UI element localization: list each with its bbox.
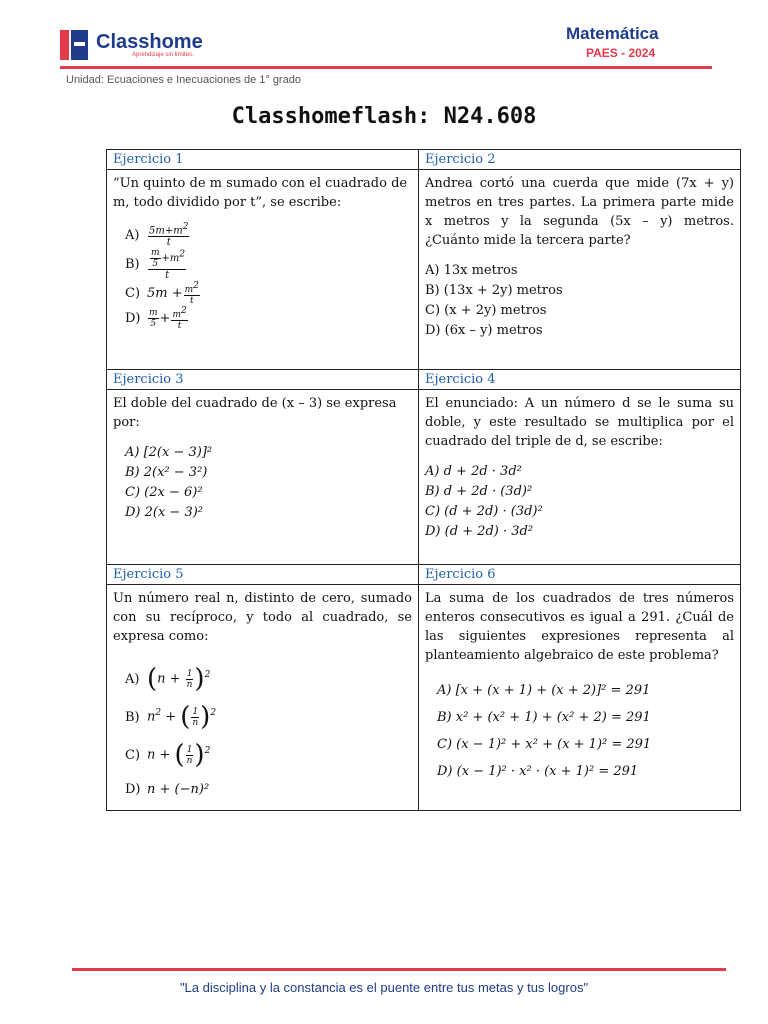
exercise-2-option-c[interactable]: C) (x + 2y) metros [425, 302, 547, 318]
exercise-4-label: Ejercicio 4 [419, 370, 741, 390]
exercise-4-option-b[interactable]: B) d + 2d · (3d)² [425, 483, 533, 499]
exercise-6-question: La suma de los cuadrados de tres números enteros consecutivos es igual a 291. ¿Cuál de las siguientes expresiones representa al planteamiento algebraico de este problema? [425, 591, 734, 663]
exercise-6-option-c[interactable]: C) (x − 1)² + x² + (x + 1)² = 291 [437, 737, 652, 752]
logo-mark-icon [60, 30, 88, 60]
exercise-3-option-b[interactable]: B) 2(x² − 3²) [125, 464, 208, 480]
page-title: Classhomeflash: N24.608 [231, 104, 537, 129]
footer-divider [72, 968, 726, 971]
exercise-1-question: “Un quinto de m sumado con el cuadrado de m, todo dividido por t”, se escribe: [113, 176, 408, 210]
exercise-1-option-c[interactable]: C) 5m + $\frac{m^2}{t}$ [125, 281, 199, 307]
exercise-3 [107, 390, 419, 565]
exercise-3-option-a[interactable]: A) [2(x − 3)]² [125, 444, 213, 460]
exercise-4-question: El enunciado: A un número d se le suma su doble, y este resultado se multiplica por el cuadrado del triple de d, se escribe: [425, 396, 734, 449]
classhome-logo [60, 30, 203, 60]
exercise-5-label: Ejercicio 5 [107, 565, 419, 585]
exercise-1-option-b-expr: $\frac{m}{5}$ $+m^2$ t [148, 248, 186, 281]
unit-label: Unidad: Ecuaciones e Inecuaciones de 1° grado [66, 74, 301, 86]
exercise-1-option-a-expr: $\frac{5m+m^2}{t}$ [149, 222, 189, 249]
exercise-5-option-d-expr: n + (−n)² [147, 781, 210, 797]
exercise-3-option-d[interactable]: D) 2(x − 3)² [125, 504, 204, 520]
exercise-5 [107, 585, 419, 811]
exercise-2-option-a[interactable]: A) 13x metros [425, 262, 518, 278]
exercise-6-option-d[interactable]: D) (x − 1)² · x² · (x + 1)² = 291 [437, 764, 639, 779]
exercise-1-option-a[interactable]: A) $\frac{5m+m^2}{t}$ [125, 222, 189, 249]
exercise-1-option-b[interactable]: B) $\frac{m}{5}$ $+m^2$ t [125, 248, 186, 282]
exercise-4 [419, 390, 741, 565]
exercise-4-option-c[interactable]: C) (d + 2d) · (3d)² [425, 503, 543, 519]
exercise-1 [107, 170, 419, 370]
exercise-3-option-c[interactable]: C) (2x − 6)² [125, 484, 203, 500]
exercise-5-question: Un número real n, distinto de cero, sumado con su recíproco, y todo al cuadrado, se expresa como: [113, 591, 412, 644]
exercise-2-question: Andrea cortó una cuerda que mide (7x + y) metros en tres partes. La primera parte mide x metros y la segunda (5x – y) metros. ¿Cuánto mide la tercera parte? [425, 176, 734, 248]
header-divider [60, 66, 712, 69]
exercise-4-option-a[interactable]: A) d + 2d · 3d² [425, 463, 522, 479]
exercise-6-option-a[interactable]: A) [x + (x + 1) + (x + 2)]² = 291 [437, 683, 651, 698]
brand-tagline: Aprendizaje sin límites. [132, 52, 194, 58]
exercise-6-option-b[interactable]: B) x² + (x² + 1) + (x² + 2) = 291 [437, 710, 651, 725]
exercise-2-option-b[interactable]: B) (13x + 2y) metros [425, 282, 563, 298]
exercise-1-option-d[interactable]: D) $\frac{m}{5}$ + $\frac{m^2}{t}$ [125, 306, 187, 332]
exercise-6 [419, 585, 741, 811]
exercise-3-question: El doble del cuadrado de (x – 3) se expresa por: [113, 396, 397, 430]
exam-label: PAES - 2024 [586, 46, 656, 60]
exercise-6-label: Ejercicio 6 [419, 565, 741, 585]
subject-title: Matemática [566, 24, 659, 43]
exercise-2-option-d[interactable]: D) (6x – y) metros [425, 322, 543, 338]
exercise-5-option-b[interactable]: B) $n^2$ + ( $\frac{1}{n}$ )$^2$ [125, 702, 217, 732]
page-header [0, 0, 768, 100]
exercise-4-option-d[interactable]: D) (d + 2d) · 3d² [425, 523, 534, 539]
brand-name: Classhome [96, 31, 203, 53]
exercise-3-label: Ejercicio 3 [107, 370, 419, 390]
exercise-5-option-c[interactable]: C) n + ( $\frac{1}{n}$ )$^2$ [125, 740, 211, 770]
footer-quote: "La disciplina y la constancia es el puente entre tus metas y tus logros" [179, 980, 589, 995]
exercise-2-label: Ejercicio 2 [419, 150, 741, 170]
exercise-2 [419, 170, 741, 370]
exercise-grid [106, 149, 741, 811]
exercise-1-label: Ejercicio 1 [107, 150, 419, 170]
exercise-5-option-a[interactable]: A) (n + $\frac{1}{n}$ )$^2$ [125, 664, 211, 694]
exercise-5-option-d[interactable]: D) n + (−n)² [125, 781, 210, 797]
